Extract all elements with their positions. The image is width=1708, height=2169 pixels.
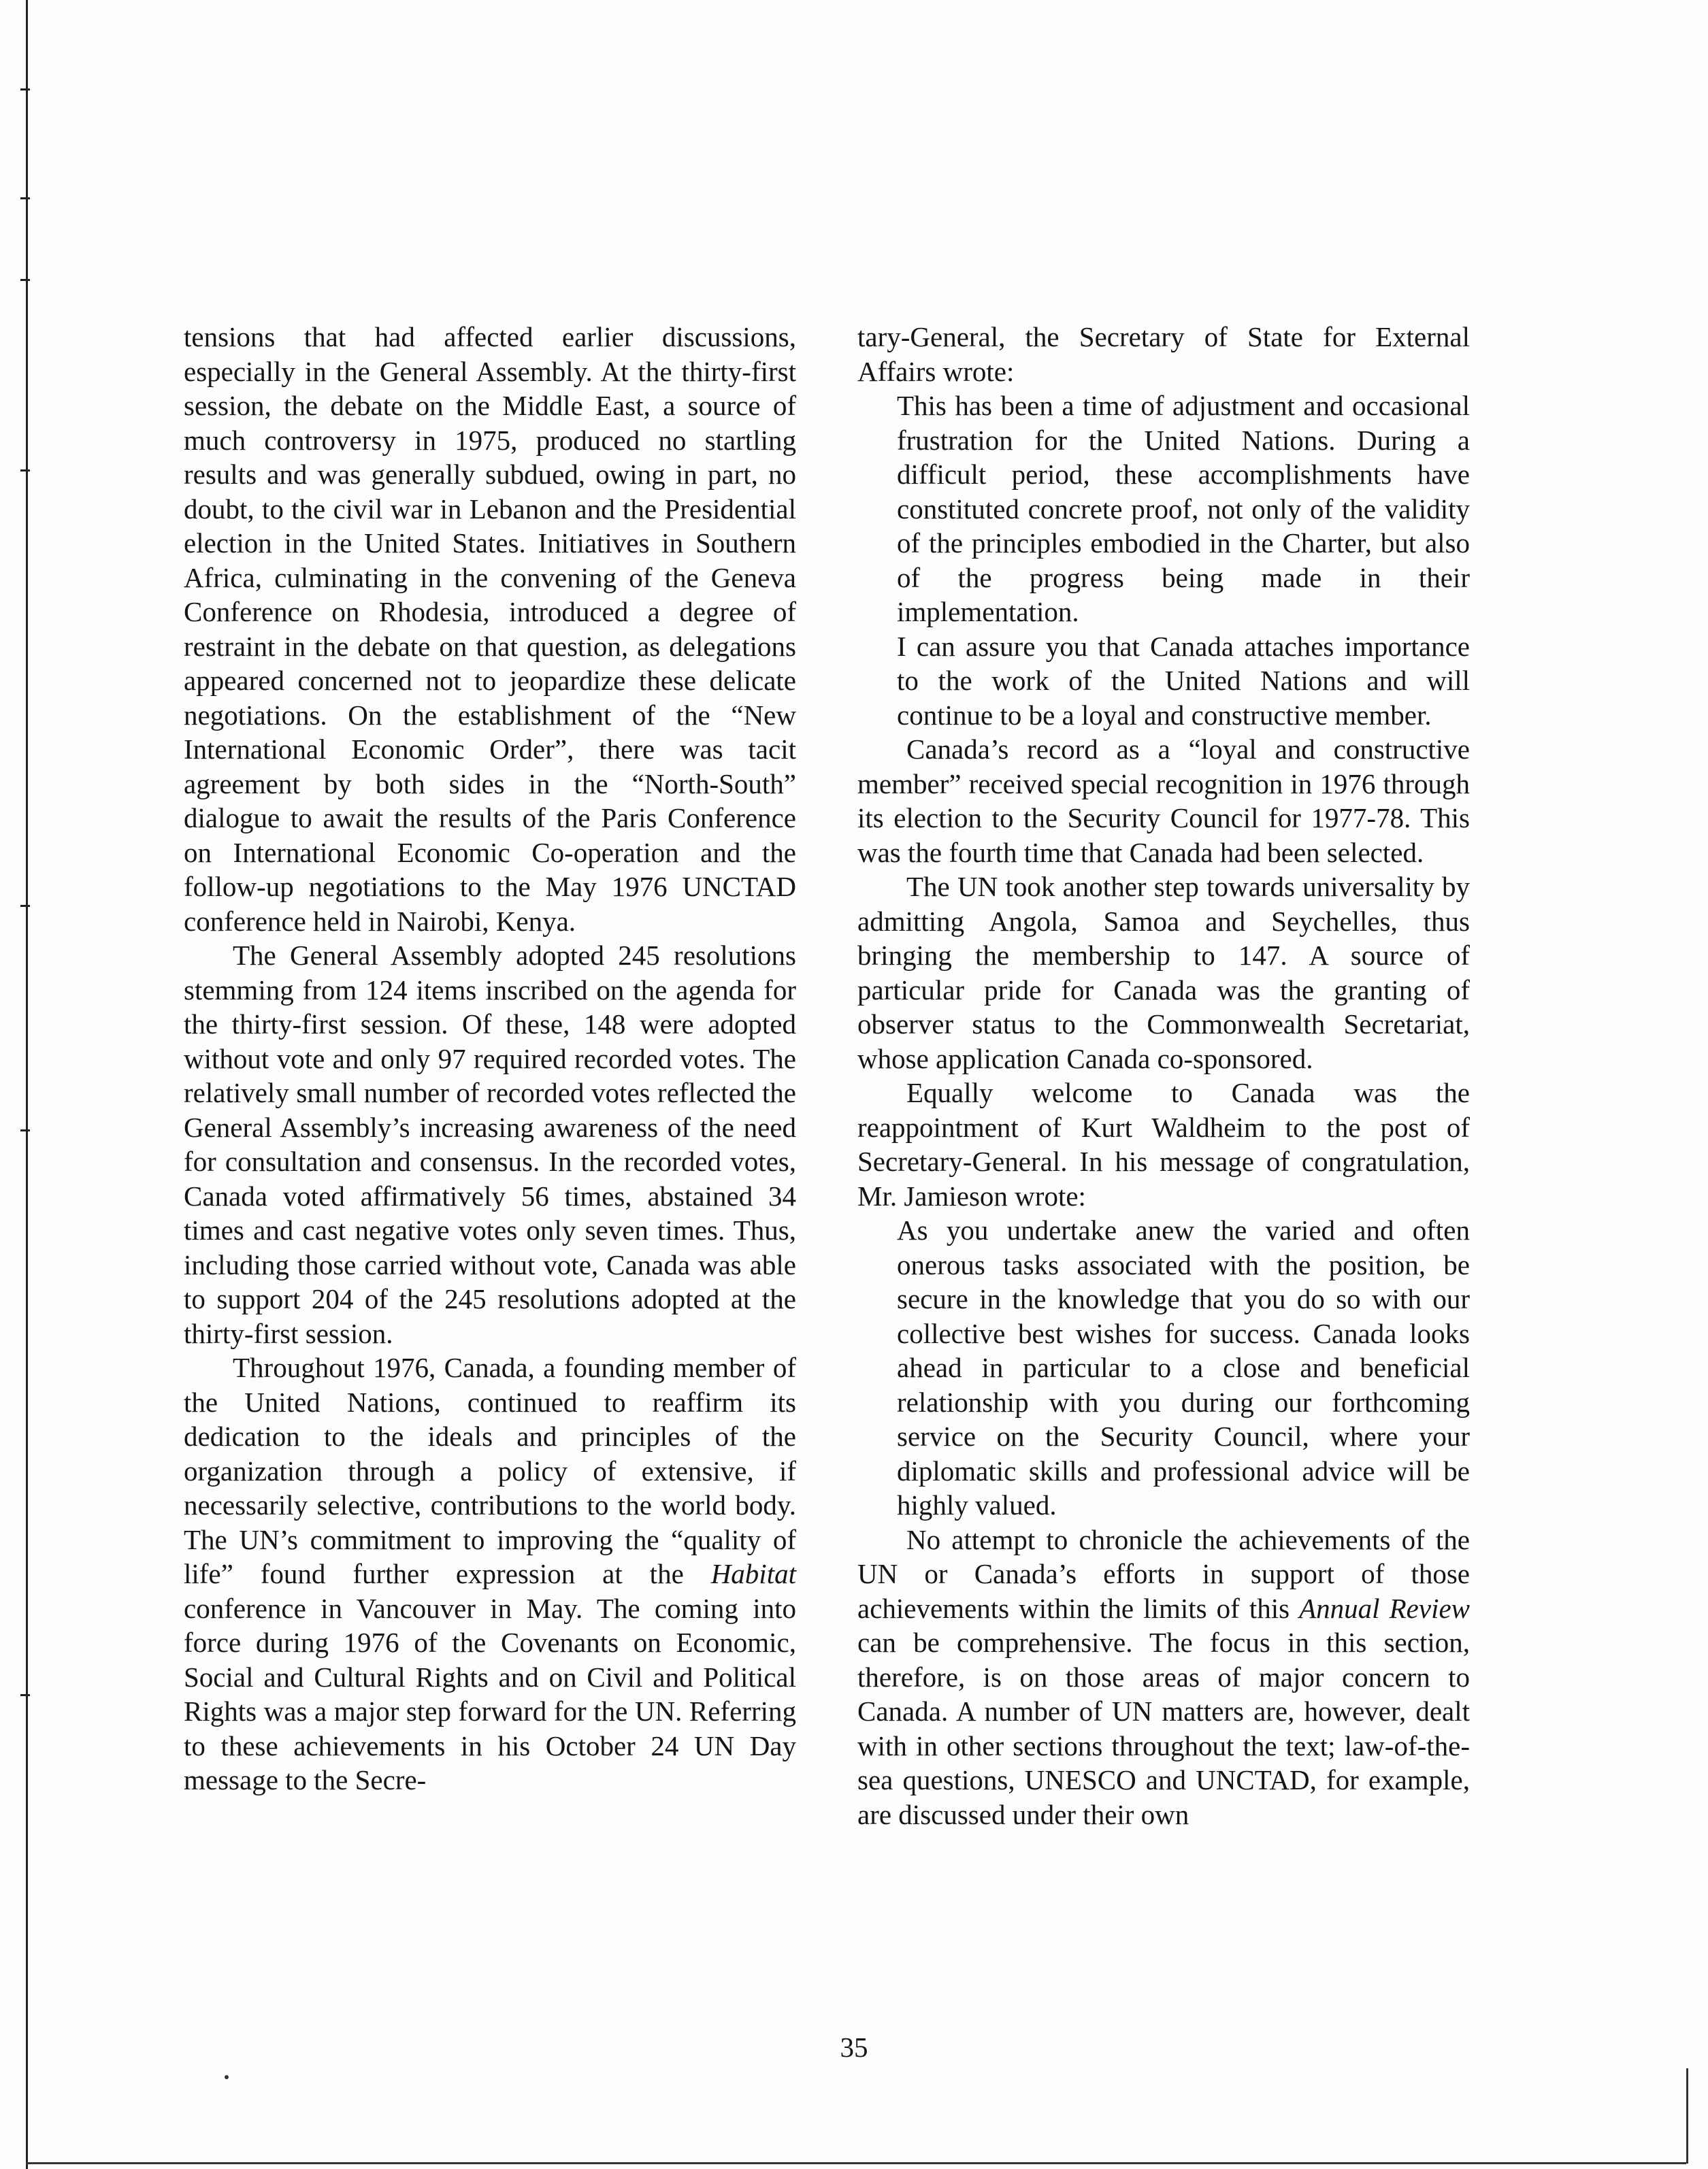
paragraph-text: can be comprehensive. The focus in this section, therefore, is on those areas of major concern to Canada. A number of UN matters are, however, dealt with in other sections throughout the text; law-of-the-sea questions, UNESCO and UNCTAD, for example, are discussed under their own xyxy=(857,1627,1470,1830)
page-number: 35 xyxy=(840,2032,868,2063)
paragraph: The General Assembly adopted 245 resolutions stemming from 124 items inscribed on the agenda for the thirty-first session. Of these, 148 were adopted without vote and only 97 required recorded votes. The relatively small number of recorded votes reflected the General Assembly’s increasing awareness of the need for consultation and consensus. In the recorded votes, Canada voted affirmatively 56 times, abstained 34 times and cast negative votes only seven times. Thus, including those carried without vote, Canada was able to support 204 of the 245 resolutions adopted at the thirty-first session. xyxy=(184,940,796,1349)
paragraph: The UN took another step towards universality by admitting Angola, Samoa and Seychelles, thus bringing the membership to 147. A source of particular pride for Canada was the granting of observer status to the Commonwealth Secretariat, whose application Canada co-sponsored. xyxy=(857,871,1470,1074)
scan-mark xyxy=(20,469,30,471)
paragraph-text: conference in Vancouver in May. The coming into force during 1976 of the Covenants on Economic, Social and Cultural Rights and on Civil and Political Rights was a major step forward for the UN. Referring to these achievements in his October 24 UN Day message to the Secre- xyxy=(184,1592,796,1795)
paragraph-text: Throughout 1976, Canada, a founding member of the United Nations, continued to reaffirm its dedication to the ideals and principles of the organization through a policy of extensive, if necessarily selective, contributions to the world body. The UN’s commitment to improving the “quality of life” found further expression at the xyxy=(184,1352,796,1589)
scan-mark xyxy=(20,88,30,90)
scan-binding-edge xyxy=(26,0,28,2169)
scan-speck xyxy=(225,2075,229,2079)
paragraph: tensions that had affected earlier discussions, especially in the General Assembly. At the thirty-first session, the debate on the Middle East, a source of much controversy in 1975, produced no startling results and was generally subdued, owing in part, no doubt, to the civil war in Lebanon and the Presidential election in the United States. Initiatives in Southern Africa, culminating in the convening of the Geneva Conference on Rhodesia, introduced a degree of restraint in the debate on that question, as delegations appeared concerned not to jeopardize these delicate negotiations. On the establishment of the “New International Economic Order”, there was tacit agreement by both sides in the “North-South” dialogue to await the results of the Paris Conference on International Economic Co-operation and the follow-up negotiations to the May 1976 UNCTAD conference held in Nairobi, Kenya. xyxy=(184,321,796,937)
scan-mark xyxy=(20,197,30,199)
paragraph-text: No attempt to chronicle the achievements of the UN or Canada’s efforts in support of those achievements within the limits of this xyxy=(857,1523,1470,1624)
paragraph: Equally welcome to Canada was the reappointment of Kurt Waldheim to the post of Secretary-General. In his message of congratulation, Mr. Jamieson wrote: xyxy=(857,1077,1470,1212)
right-column xyxy=(857,320,1470,1832)
scan-mark xyxy=(20,279,30,281)
block-quote: I can assure you that Canada attaches importance to the work of the United Nations and will continue to be a loyal and constructive member. xyxy=(897,630,1470,731)
scan-mark xyxy=(20,905,30,907)
scan-bottom-edge xyxy=(26,2162,1686,2164)
scan-mark xyxy=(20,1694,30,1696)
paragraph: tary-General, the Secretary of State for External Affairs wrote: xyxy=(857,321,1470,387)
scan-right-edge xyxy=(1686,2068,1688,2164)
italic-title: Annual Review xyxy=(1299,1592,1471,1624)
paragraph xyxy=(857,1523,1470,1832)
italic-title: Habitat xyxy=(710,1558,796,1589)
scan-mark xyxy=(20,1129,30,1131)
block-quote: This has been a time of adjustment and occasional frustration for the United Nations. During a difficult period, these accomplishments have constituted concrete proof, not only of the validity of the principles embodied in the Charter, but also of the progress being made in their implementation. xyxy=(897,390,1470,627)
paragraph: Canada’s record as a “loyal and constructive member” received special recognition in 1976 through its election to the Security Council for 1977-78. This was the fourth time that Canada had been selected. xyxy=(857,733,1470,868)
paragraph xyxy=(184,1351,796,1798)
left-column xyxy=(184,320,796,1798)
block-quote: As you undertake anew the varied and often onerous tasks associated with the position, be secure in the knowledge that you do so with our collective best wishes for success. Canada looks ahead in particular to a close and beneficial relationship with you during our forthcoming service on the Security Council, where your diplomatic skills and professional advice will be highly valued. xyxy=(897,1214,1470,1521)
